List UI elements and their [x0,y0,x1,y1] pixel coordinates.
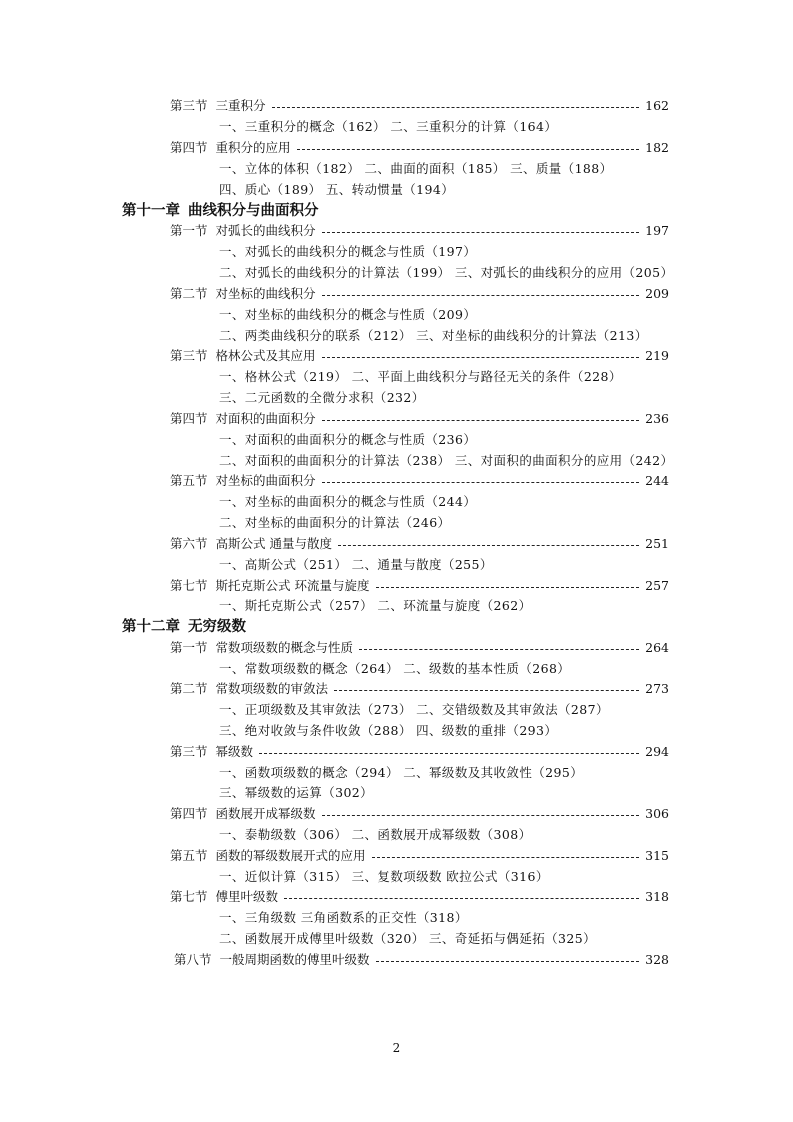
toc-section-row [170,221,669,241]
section-title: 常数项级数的概念与性质 [215,640,354,655]
toc-section-row [170,638,669,658]
toc-section-row [170,742,669,762]
toc-subitems-line: 二、对弧长的曲线积分的计算法（199） 三、对弧长的曲线积分的应用（205） [219,265,674,280]
toc-subitems-line: 一、对坐标的曲线积分的概念与性质（209） [219,307,477,322]
section-title: 三重积分 [215,98,266,113]
section-title: 函数展开成幂级数 [215,806,316,821]
section-page-number: 318 [645,889,669,904]
toc-section-row [170,346,669,366]
dot-leader [359,649,639,650]
section-number: 第四节 [170,140,208,155]
section-page-number: 328 [645,952,669,967]
dot-leader [322,357,640,358]
toc-subitems-line: 一、泰勒级数（306） 二、函数展开成幂级数（308） [219,827,532,842]
toc-subitems-line: 一、正项级数及其审敛法（273） 二、交错级数及其审敛法（287） [219,702,609,717]
section-title: 傅里叶级数 [215,889,279,904]
section-number: 第七节 [170,578,208,593]
section-page-number: 306 [645,806,669,821]
toc-subitems-line: 一、立体的体积（182） 二、曲面的面积（185） 三、质量（188） [219,161,613,176]
toc-section-row [170,138,669,158]
section-title: 常数项级数的审敛法 [215,681,329,696]
toc-subitems-line: 一、高斯公式（251） 二、通量与散度（255） [219,557,493,572]
toc-subitems-line: 三、绝对收敛与条件收敛（288） 四、级数的重排（293） [219,723,558,738]
dot-leader [284,898,639,899]
section-title: 对坐标的曲面积分 [215,473,316,488]
toc-subitems-line: 一、对面积的曲面积分的概念与性质（236） [219,432,477,447]
section-number: 第四节 [170,411,208,426]
section-page-number: 244 [645,473,669,488]
toc-section-row [170,471,669,491]
dot-leader [322,295,640,296]
chapter-number: 第十二章 [122,619,180,635]
section-page-number: 209 [645,286,669,301]
toc-subitems-line: 一、格林公式（219） 二、平面上曲线积分与路径无关的条件（228） [219,369,622,384]
section-title: 斯托克斯公式 环流量与旋度 [215,578,370,593]
section-title: 重积分的应用 [215,140,291,155]
section-page-number: 162 [645,98,669,113]
toc-section-row [170,576,669,596]
dot-leader [372,857,640,858]
section-page-number: 257 [645,578,669,593]
section-number: 第一节 [170,640,208,655]
dot-leader [376,587,640,588]
dot-leader [376,961,640,962]
section-number: 第三节 [170,348,208,363]
chapter-title: 曲线积分与曲面积分 [188,203,319,219]
toc-section-row [170,804,669,824]
dot-leader [322,232,640,233]
section-number: 第三节 [170,98,208,113]
toc-subitems-line: 三、二元函数的全微分求积（232） [219,390,425,405]
toc-subitems-line: 一、对坐标的曲面积分的概念与性质（244） [219,494,477,509]
toc-section-row [170,846,669,866]
toc-subitems-line: 三、幂级数的运算（302） [219,785,374,800]
section-number: 第六节 [170,536,208,551]
section-page-number: 236 [645,411,669,426]
toc-subitems-line: 二、对面积的曲面积分的计算法（238） 三、对面积的曲面积分的应用（242） [219,453,674,468]
toc-subitems-line: 一、三重积分的概念（162） 二、三重积分的计算（164） [219,119,558,134]
toc-subitems-line: 一、对弧长的曲线积分的概念与性质（197） [219,244,477,259]
section-page-number: 294 [645,744,669,759]
toc-subitems-line: 一、斯托克斯公式（257） 二、环流量与旋度（262） [219,598,532,613]
section-number: 第二节 [170,286,208,301]
section-page-number: 219 [645,348,669,363]
toc-chapter-heading [122,616,246,638]
section-page-number: 251 [645,536,669,551]
toc-section-row [170,409,669,429]
section-number: 第七节 [170,889,208,904]
toc-section-row [170,534,669,554]
section-title: 格林公式及其应用 [215,348,316,363]
toc-section-row [170,96,669,116]
dot-leader [297,149,640,150]
toc-section-row [170,679,669,699]
toc-subitems-line: 一、函数项级数的概念（294） 二、幂级数及其收敛性（295） [219,765,584,780]
dot-leader [259,753,639,754]
section-number: 第三节 [170,744,208,759]
toc-subitems-line: 四、质心（189） 五、转动惯量（194） [219,182,455,197]
page-footer-number: 2 [392,1041,401,1055]
chapter-number: 第十一章 [122,203,180,219]
toc-section-row [170,284,669,304]
section-title: 函数的幂级数展开式的应用 [215,848,366,863]
toc-chapter-heading [122,200,319,222]
chapter-title: 无穷级数 [188,619,246,635]
section-page-number: 315 [645,848,669,863]
dot-leader [322,420,640,421]
toc-subitems-line: 一、三角级数 三角函数系的正交性（318） [219,910,468,925]
section-title: 对坐标的曲线积分 [215,286,316,301]
section-number: 第五节 [170,848,208,863]
section-number: 第一节 [170,223,208,238]
section-title: 幂级数 [215,744,254,759]
section-page-number: 197 [645,223,669,238]
dot-leader [272,107,640,108]
section-title: 对弧长的曲线积分 [215,223,316,238]
toc-subitems-line: 一、常数项级数的概念（264） 二、级数的基本性质（268） [219,661,571,676]
toc-section-row [170,887,669,907]
dot-leader [322,815,640,816]
section-number: 第五节 [170,473,208,488]
dot-leader [338,545,639,546]
section-page-number: 264 [645,640,669,655]
toc-subitems-line: 一、近似计算（315） 三、复数项级数 欧拉公式（316） [219,869,549,884]
toc-section-row [174,950,669,970]
toc-subitems-line: 二、函数展开成傅里叶级数（320） 三、奇延拓与偶延拓（325） [219,931,596,946]
section-number: 第八节 [174,952,212,967]
dot-leader [334,690,639,691]
section-number: 第二节 [170,681,208,696]
section-title: 一般周期函数的傅里叶级数 [219,952,370,967]
toc-subitems-line: 二、对坐标的曲面积分的计算法（246） [219,515,451,530]
toc-subitems-line: 二、两类曲线积分的联系（212） 三、对坐标的曲线积分的计算法（213） [219,328,648,343]
section-number: 第四节 [170,806,208,821]
dot-leader [322,482,640,483]
section-title: 对面积的曲面积分 [215,411,316,426]
section-page-number: 273 [645,681,669,696]
section-title: 高斯公式 通量与散度 [215,536,332,551]
section-page-number: 182 [645,140,669,155]
